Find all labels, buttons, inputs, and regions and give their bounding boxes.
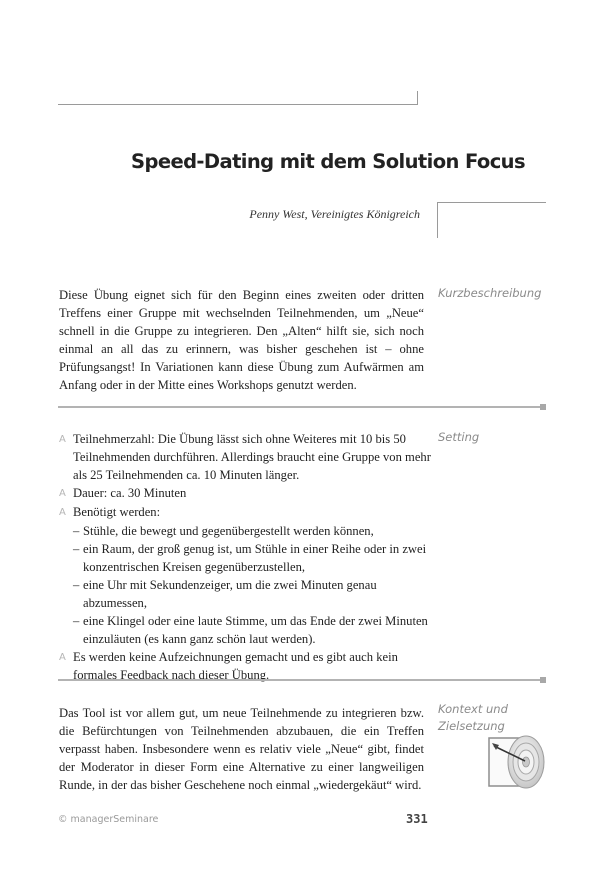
section-divider-1 bbox=[58, 406, 542, 408]
header-rule-tick bbox=[417, 91, 418, 105]
bullet-marker: A bbox=[59, 507, 66, 518]
kontext-label-line1: Kontext und bbox=[438, 702, 508, 716]
sub-list-item-text: Stühle, die bewegt und gegenübergestellt werden können, bbox=[83, 524, 374, 538]
section-divider-2 bbox=[58, 679, 542, 681]
list-item bbox=[59, 430, 431, 484]
list-item-text: Dauer: ca. 30 Minuten bbox=[73, 486, 187, 500]
author-bracket-side bbox=[437, 202, 438, 238]
list-item-text: Benötigt werden: bbox=[73, 505, 161, 519]
dash-marker: – bbox=[73, 524, 80, 538]
page-title: Speed-Dating mit dem Solution Focus bbox=[131, 150, 525, 173]
list-item-text: Teilnehmerzahl: Die Übung lässt sich ohne Weiteres mit 10 bis 50 Teilnehmenden durchführen. Allerdings braucht eine Gruppe von mehr als 25 Teilnehmenden ca. 10 Minuten länger. bbox=[73, 432, 431, 482]
copyright-notice: © managerSeminare bbox=[58, 814, 159, 825]
dash-marker: – bbox=[73, 542, 80, 556]
list-item-text: Es werden keine Aufzeichnungen gemacht und es gibt auch kein formales Feedback nach dieser Übung. bbox=[73, 650, 398, 682]
setting-label: Setting bbox=[438, 430, 480, 444]
section-divider-2-end bbox=[540, 677, 546, 683]
dash-marker: – bbox=[73, 578, 80, 592]
page-number: 331 bbox=[406, 812, 428, 826]
kontext-text: Das Tool ist vor allem gut, um neue Teilnehmende zu integrieren bzw. die Befürchtungen von Teilnehmenden abzubauen, die ein Treffen verpasst haben. Insbesondere wenn es relativ viele „Neue“ gibt, findet der Moderator in dieser Form eine Alternative zu einer langweiligen Runde, in der das bisher Geschehene noch einmal „wiedergekäut“ wird. bbox=[59, 706, 424, 792]
sub-list-item bbox=[59, 576, 431, 612]
author-bracket-top bbox=[437, 202, 546, 203]
dash-marker: – bbox=[73, 614, 80, 628]
sub-list-item-text: eine Uhr mit Sekundenzeiger, um die zwei Minuten genau abzumessen, bbox=[83, 578, 377, 610]
list-item bbox=[59, 484, 431, 503]
list-item bbox=[59, 503, 431, 522]
bullet-marker: A bbox=[59, 434, 66, 445]
sub-list-item-text: eine Klingel oder eine laute Stimme, um das Ende der zwei Minuten einzuläuten (es kann ganz schön laut werden). bbox=[83, 614, 428, 646]
bullet-marker: A bbox=[59, 652, 66, 663]
section-divider-1-end bbox=[540, 404, 546, 410]
sub-list-item bbox=[59, 540, 431, 576]
sub-list-item bbox=[59, 522, 431, 540]
kontext-label-line2: Zielsetzung bbox=[438, 719, 505, 733]
sub-list-item bbox=[59, 612, 431, 648]
target-icon bbox=[486, 732, 546, 794]
kontext-label bbox=[438, 701, 508, 735]
kurzbeschreibung-label: Kurzbeschreibung bbox=[438, 286, 542, 300]
kurzbeschreibung-text: Diese Übung eignet sich für den Beginn eines zweiten oder dritten Treffens einer Gruppe mit wechselnden Teilnehmenden, um „Neue“ schnell in die Gruppe zu integrieren. Den „Alten“ hilft sie, sich noch einmal an all das zu erinnern, was bisher geschehen ist – ohne Prüfungsangst! In Variationen kann diese Übung zum Aufwärmen am Anfang oder in der Mitte eines Workshops genutzt werden. bbox=[59, 288, 424, 392]
header-rule bbox=[58, 104, 418, 105]
setting-list bbox=[59, 430, 431, 684]
bullet-marker: A bbox=[59, 488, 66, 499]
sub-list-item-text: ein Raum, der groß genug ist, um Stühle in einer Reihe oder in zwei konzentrischen Kreisen gegenüberzustellen, bbox=[83, 542, 427, 574]
author-line: Penny West, Vereinigtes Königreich bbox=[249, 207, 420, 221]
